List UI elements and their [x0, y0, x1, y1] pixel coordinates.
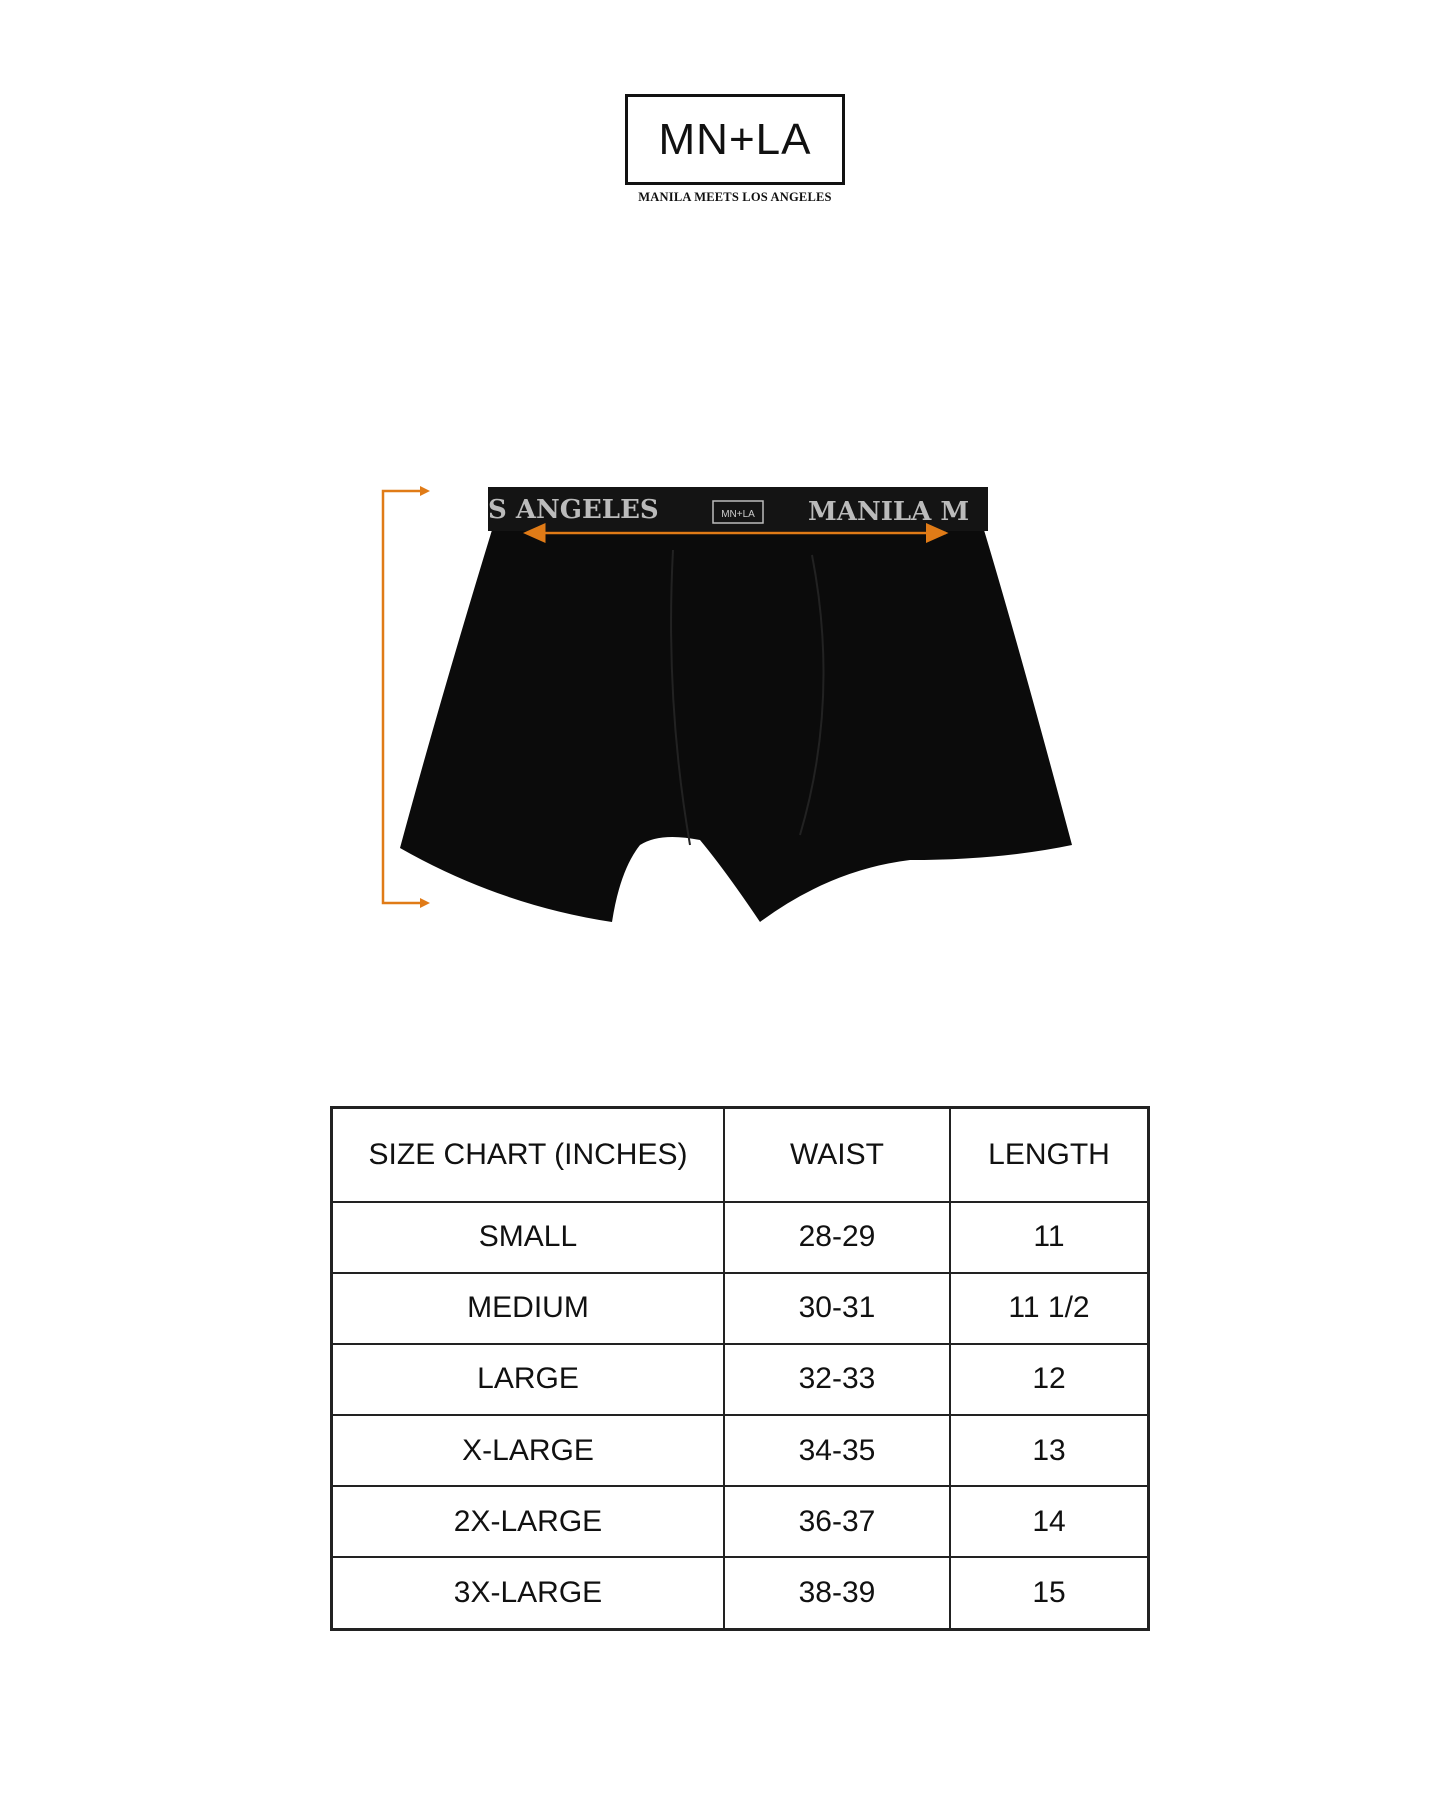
table-header-row	[332, 1108, 1149, 1202]
waist-cell: 28-29	[724, 1202, 950, 1273]
size-cell: SMALL	[332, 1202, 725, 1273]
size-cell: 2X-LARGE	[332, 1486, 725, 1557]
waist-cell: 36-37	[724, 1486, 950, 1557]
length-cell: 11	[950, 1202, 1149, 1273]
boxer-body	[400, 530, 1072, 922]
table-row	[332, 1344, 1149, 1415]
size-cell: LARGE	[332, 1344, 725, 1415]
waist-cell: 38-39	[724, 1557, 950, 1629]
table-row	[332, 1415, 1149, 1486]
size-chart-table	[330, 1106, 1150, 1631]
length-cell: 13	[950, 1415, 1149, 1486]
brand-tagline: MANILA MEETS LOS ANGELES	[638, 190, 832, 204]
waist-cell: 32-33	[724, 1344, 950, 1415]
waist-cell: 30-31	[724, 1273, 950, 1344]
length-cell: 12	[950, 1344, 1149, 1415]
length-cell: 15	[950, 1557, 1149, 1629]
table-row	[332, 1486, 1149, 1557]
logo-text: MN+LA	[658, 114, 812, 164]
header-waist: WAIST	[724, 1108, 950, 1202]
table-row	[332, 1557, 1149, 1629]
header-size: SIZE CHART (INCHES)	[332, 1108, 725, 1202]
size-cell: MEDIUM	[332, 1273, 725, 1344]
length-cell: 11 1/2	[950, 1273, 1149, 1344]
waistband-text-left: S ANGELES	[488, 495, 659, 525]
table-row	[332, 1202, 1149, 1273]
header-length: LENGTH	[950, 1108, 1149, 1202]
size-cell: X-LARGE	[332, 1415, 725, 1486]
waistband-logo: MN+LA	[721, 509, 755, 520]
table-row	[332, 1273, 1149, 1344]
size-cell: 3X-LARGE	[332, 1557, 725, 1629]
length-cell: 14	[950, 1486, 1149, 1557]
waistband-text-right: MANILA M	[808, 497, 970, 527]
waist-cell: 34-35	[724, 1415, 950, 1486]
